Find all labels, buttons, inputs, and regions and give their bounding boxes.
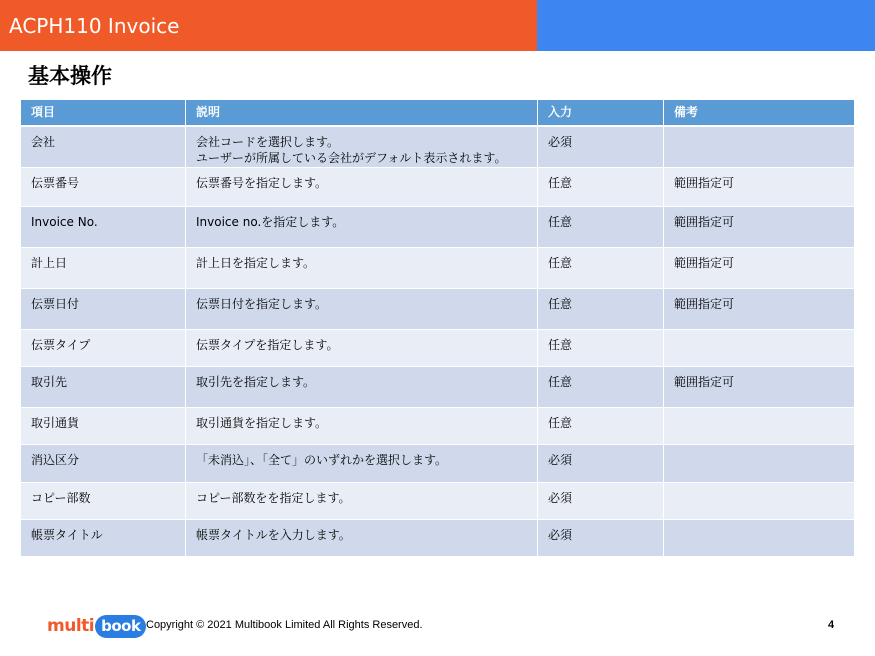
logo-text-book: book: [95, 615, 146, 638]
table-row: [21, 483, 854, 520]
cell-description: Invoice no.を指定します。: [186, 207, 538, 248]
cell-item: 取引先: [21, 367, 186, 408]
page-title: ACPH110 Invoice: [9, 14, 180, 38]
header-title-area: [0, 0, 537, 51]
cell-input: 任意: [538, 330, 664, 367]
section-title: 基本操作: [28, 64, 112, 88]
cell-item: 消込区分: [21, 445, 186, 483]
table-row: [21, 445, 854, 483]
table-row: [21, 520, 854, 557]
table-row: [21, 367, 854, 408]
multibook-logo: [47, 612, 146, 640]
column-header-item: 項目: [21, 100, 186, 127]
table-row: [21, 127, 854, 168]
table-row: [21, 207, 854, 248]
page-number: 4: [828, 619, 835, 631]
table-row: [21, 168, 854, 207]
cell-description: コピー部数をを指定します。: [186, 483, 538, 520]
cell-description: 伝票タイプを指定します。: [186, 330, 538, 367]
cell-item: 伝票日付: [21, 289, 186, 330]
table-row: [21, 330, 854, 367]
cell-description: 計上日を指定します。: [186, 248, 538, 289]
cell-input: 必須: [538, 127, 664, 168]
cell-item: 会社: [21, 127, 186, 168]
cell-note: [664, 483, 854, 520]
copyright-text: Copyright © 2021 Multibook Limited All Rights Reserved.: [146, 619, 423, 631]
cell-input: 任意: [538, 168, 664, 207]
table-header-row: [21, 100, 854, 127]
description-line: ユーザーが所属している会社がデフォルト表示されます。: [196, 151, 507, 165]
cell-item: 計上日: [21, 248, 186, 289]
cell-note: 範囲指定可: [664, 207, 854, 248]
cell-item: 伝票タイプ: [21, 330, 186, 367]
cell-item: 取引通貨: [21, 408, 186, 445]
cell-input: 任意: [538, 248, 664, 289]
logo-text-multi: multi: [47, 616, 95, 636]
cell-description: 取引通貨を指定します。: [186, 408, 538, 445]
cell-description: [186, 127, 538, 168]
column-header-description: 説明: [186, 100, 538, 127]
cell-item: 伝票番号: [21, 168, 186, 207]
cell-input: 任意: [538, 289, 664, 330]
cell-note: 範囲指定可: [664, 248, 854, 289]
description-line: 会社コードを選択します。: [196, 135, 340, 149]
cell-note: [664, 127, 854, 168]
cell-input: 必須: [538, 445, 664, 483]
cell-input: 任意: [538, 408, 664, 445]
cell-description: 伝票日付を指定します。: [186, 289, 538, 330]
table-row: [21, 408, 854, 445]
cell-item: 帳票タイトル: [21, 520, 186, 557]
cell-note: [664, 520, 854, 557]
header-bar: [0, 0, 875, 51]
cell-input: 必須: [538, 483, 664, 520]
cell-description: 伝票番号を指定します。: [186, 168, 538, 207]
cell-input: 必須: [538, 520, 664, 557]
cell-description: 帳票タイトルを入力します。: [186, 520, 538, 557]
table-row: [21, 289, 854, 330]
cell-item: コピー部数: [21, 483, 186, 520]
cell-note: 範囲指定可: [664, 289, 854, 330]
table-row: [21, 248, 854, 289]
header-accent: [537, 0, 875, 51]
cell-note: [664, 408, 854, 445]
operations-table: [21, 100, 854, 557]
cell-description: 取引先を指定します。: [186, 367, 538, 408]
cell-input: 任意: [538, 207, 664, 248]
cell-note: [664, 445, 854, 483]
cell-item: Invoice No.: [21, 207, 186, 248]
cell-input: 任意: [538, 367, 664, 408]
column-header-note: 備考: [664, 100, 854, 127]
cell-note: 範囲指定可: [664, 168, 854, 207]
column-header-input: 入力: [538, 100, 664, 127]
cell-note: [664, 330, 854, 367]
cell-note: 範囲指定可: [664, 367, 854, 408]
cell-description: 「未消込」、「全て」のいずれかを選択します。: [186, 445, 538, 483]
